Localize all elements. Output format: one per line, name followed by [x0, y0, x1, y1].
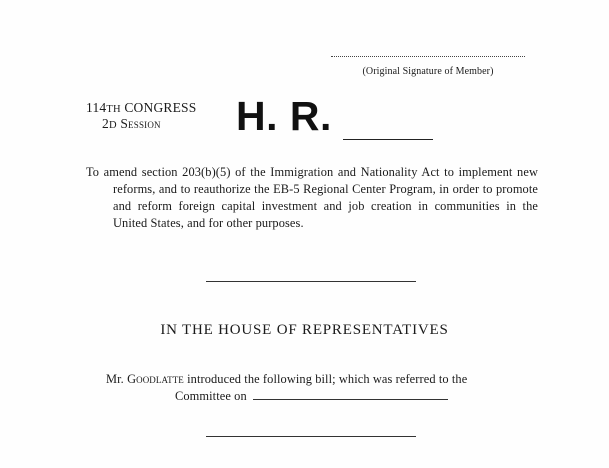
- session-line: [86, 117, 196, 133]
- chamber-title: IN THE HOUSE OF REPRESENTATIVES: [160, 322, 449, 338]
- separator-rule: [206, 281, 416, 282]
- congress-session-block: [86, 101, 196, 133]
- committee-label: Committee on: [175, 389, 247, 403]
- committee-blank: [253, 390, 448, 400]
- introduction-text: introduced the following bill; which was referred to the: [187, 372, 468, 386]
- signature-line: [331, 56, 525, 57]
- bill-purpose: To amend section 203(b)(5) of the Immigration and Nationality Act to implement new reforms, and to reauthorize the EB-5 Regional Center Program, in order to promote and reform foreign capital investment and job creation in communities in the United States, and for other purposes.: [86, 165, 538, 230]
- congress-line: [86, 101, 196, 117]
- congress-word: CONGRESS: [124, 100, 197, 115]
- congress-ordinal: TH: [106, 104, 121, 115]
- session-number: 2: [102, 116, 109, 131]
- sponsor-name: Goodlatte: [127, 372, 184, 386]
- signature-caption: (Original Signature of Member): [362, 66, 494, 77]
- bill-number-blank: [343, 139, 433, 140]
- session-word: Session: [120, 116, 161, 131]
- introduction-statement: [106, 371, 467, 405]
- congress-number: 114: [86, 100, 107, 115]
- sponsor-prefix: Mr.: [106, 372, 124, 386]
- separator-rule-bottom: [206, 436, 416, 437]
- session-ordinal: D: [108, 120, 117, 131]
- bill-label: H. R.: [236, 93, 332, 139]
- introduction-line-2: [106, 388, 467, 405]
- introduction-line-1: [106, 371, 467, 388]
